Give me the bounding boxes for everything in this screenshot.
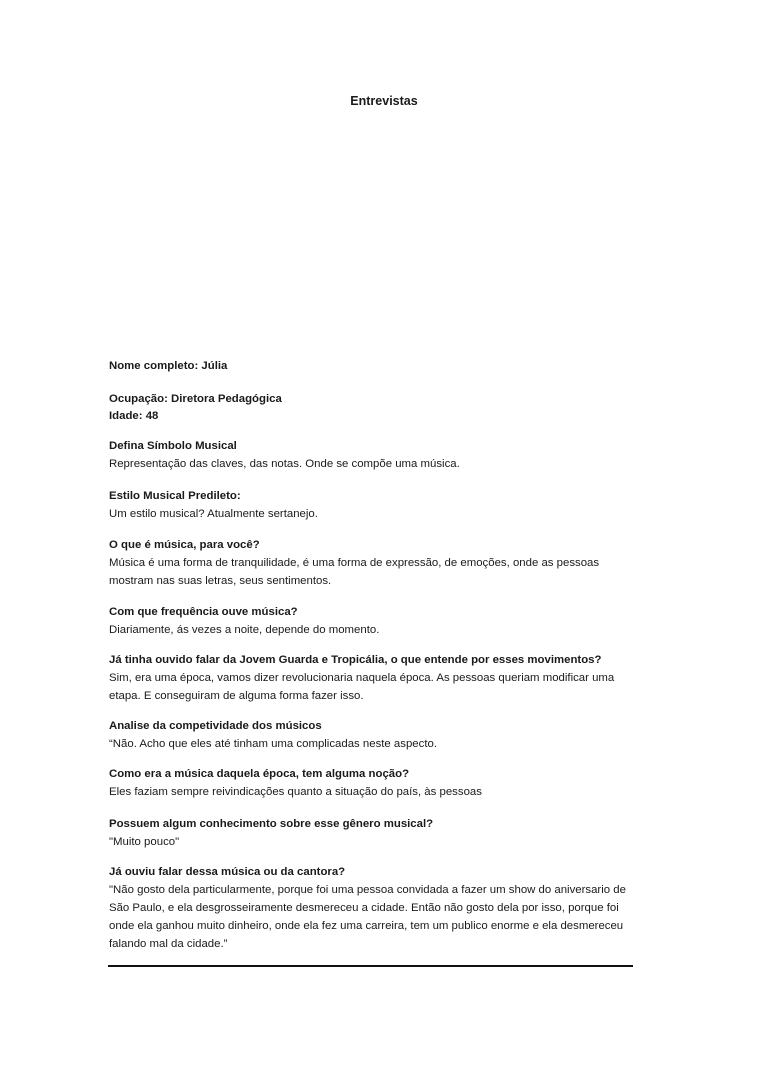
answer-line: "Não gosto dela particularmente, porque foi uma pessoa convidada a fazer um show do aniversario de	[109, 884, 626, 896]
answer-line: Diariamente, ás vezes a noite, depende do momento.	[109, 624, 380, 636]
answer-line: Representação das claves, das notas. Onde se compõe uma música.	[109, 458, 460, 470]
answer-line: “Não. Acho que eles até tinham uma complicadas neste aspecto.	[109, 738, 437, 750]
answer-line: "Muito pouco"	[109, 836, 180, 848]
question: Defina Símbolo Musical	[109, 440, 237, 452]
qa-block	[109, 816, 433, 851]
question: Já ouviu falar dessa música ou da cantora?	[109, 866, 346, 878]
question: O que é música, para você?	[109, 539, 260, 551]
answer-line: etapa. E conseguiram de alguma forma fazer isso.	[109, 690, 364, 702]
qa-block	[109, 766, 482, 801]
qa-block	[109, 652, 614, 705]
nome-label: Nome completo: Júlia	[109, 360, 228, 372]
qa-block	[109, 604, 379, 639]
qa-block	[109, 864, 626, 953]
question: Possuem algum conhecimento sobre esse gênero musical?	[109, 818, 434, 830]
answer-line: onde ela ganhou muito dinheiro, onde ela fez uma carreira, tem um publico enorme e ela desmereceu	[109, 920, 624, 932]
question: Analise da competividade dos músicos	[109, 720, 322, 732]
idade-label: Idade: 48	[109, 410, 159, 422]
document-title: Entrevistas	[350, 94, 418, 108]
answer-line: mostram nas suas letras, seus sentimentos.	[109, 575, 332, 587]
answer-line: Música é uma forma de tranquilidade, é uma forma de expressão, de emoções, onde as pessoas	[109, 557, 600, 569]
ocupacao-label: Ocupação: Diretora Pedagógica	[109, 393, 282, 405]
answer-line: Sim, era uma época, vamos dizer revolucionaria naquela época. As pessoas queriam modificar uma	[109, 672, 615, 684]
answer-line: Eles faziam sempre reivindicações quanto a situação do país, às pessoas	[109, 786, 482, 798]
field-ocupacao-idade	[109, 391, 282, 425]
answer-line: São Paulo, e ela desgrosseiramente desmereceu a cidade. Então não gosto dela por isso, porque foi	[109, 902, 619, 914]
field-nome	[109, 358, 227, 375]
question: Como era a música daquela época, tem alguma noção?	[109, 768, 410, 780]
qa-block	[109, 537, 599, 590]
question: Já tinha ouvido falar da Jovem Guarda e Tropicália, o que entende por esses movimentos?	[109, 654, 602, 666]
question: Estilo Musical Predileto:	[109, 490, 241, 502]
qa-block	[109, 488, 318, 523]
qa-block	[109, 438, 460, 473]
horizontal-rule	[108, 965, 633, 967]
question: Com que frequência ouve música?	[109, 606, 298, 618]
qa-block	[109, 718, 437, 753]
answer-line: Um estilo musical? Atualmente sertanejo.	[109, 508, 318, 520]
answer-line: falando mal da cidade.”	[109, 938, 228, 950]
